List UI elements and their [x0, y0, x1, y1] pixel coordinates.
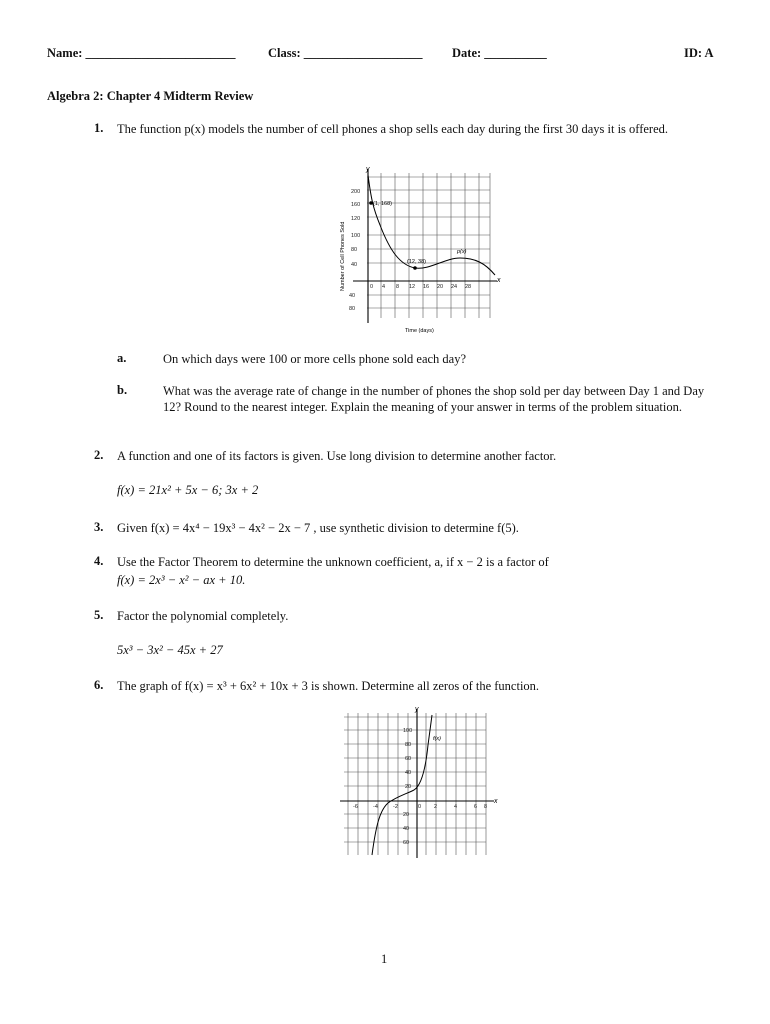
graph1-y-tick: 160: [351, 202, 361, 208]
graph2-y-tick: 40: [405, 770, 412, 776]
graph1-x-tick: 28: [465, 284, 472, 290]
graph2-y-tick: 80: [405, 742, 412, 748]
graph2-x-tick-labels: [353, 804, 487, 810]
graph1-y-axis-letter: y: [366, 166, 370, 173]
graph1-x-tick: 20: [437, 284, 444, 290]
graph-cell-phones: [335, 163, 505, 335]
graph1-y-tick-labels: [349, 189, 360, 312]
graph1-y-tick: 40: [351, 262, 358, 268]
q2-number: 2.: [94, 448, 104, 462]
q2-text: A function and one of its factors is given. Use long division to determine another factor.: [117, 449, 557, 463]
document-title: Algebra 2: Chapter 4 Midterm Review: [47, 89, 254, 103]
graph2-y-tick: 60: [405, 756, 412, 762]
graph2-x-tick: -6: [353, 804, 358, 810]
graph2-x-tick: -4: [373, 804, 378, 810]
q1a-label: a.: [117, 351, 127, 365]
graph1-y-tick: 80: [351, 247, 358, 253]
graph2-y-tick: 60: [403, 840, 410, 846]
graph-cubic-function: [336, 705, 502, 860]
graph2-y-tick: 20: [405, 784, 412, 790]
graph2-y-axis-letter: y: [415, 706, 419, 713]
graph2-x-tick: -2: [393, 804, 398, 810]
graph2-curve-label: f(x): [433, 736, 441, 742]
graph1-y-tick: 100: [351, 233, 361, 239]
q4-number: 4.: [94, 554, 104, 568]
graph2-curve: [372, 715, 432, 855]
class-field-label: Class: ___________________: [268, 46, 423, 60]
graph1-y-axis-label: Number of Cell Phones Sold: [340, 221, 346, 291]
graph1-y-tick: 120: [351, 216, 361, 222]
graph2-x-tick: 2: [434, 804, 438, 810]
q5-expression: 5x³ − 3x² − 45x + 27: [117, 643, 223, 657]
q5-number: 5.: [94, 608, 104, 622]
graph1-point-2: [413, 266, 417, 270]
graph1-x-tick: 0: [370, 284, 374, 290]
q1b-text: What was the average rate of change in the number of phones the shop sold per day between Day 1 and Day 12? Round to the nearest integer. Explain the meaning of your answer in terms of the problem situation.: [163, 384, 705, 414]
graph2-x-axis-letter: x: [494, 798, 498, 805]
graph2-y-tick: 100: [403, 728, 413, 734]
graph1-grid: [367, 173, 490, 318]
q6-number: 6.: [94, 678, 104, 692]
q1a-text: On which days were 100 or more cells phone sold each day?: [163, 352, 467, 366]
graph1-x-axis-letter: x: [497, 277, 501, 284]
graph2-x-tick: 6: [474, 804, 478, 810]
graph1-point2-label: (12, 38): [407, 259, 426, 265]
date-field-label: Date: __________: [452, 46, 547, 60]
q4-expression: f(x) = 2x³ − x² − ax + 10.: [117, 573, 246, 587]
q1-text: The function p(x) models the number of cell phones a shop sells each day during the first 30 days it is offered.: [117, 122, 669, 136]
graph1-curve-label: p(x): [457, 249, 467, 255]
name-field-label: Name: ________________________: [47, 46, 236, 60]
graph1-x-tick: 8: [396, 284, 400, 290]
graph1-x-tick: 12: [409, 284, 416, 290]
q1-number: 1.: [94, 121, 104, 135]
graph1-x-axis-label: Time (days): [405, 328, 434, 334]
graph2-y-tick: 20: [403, 812, 410, 818]
graph1-point1-label: (1, 168): [373, 201, 392, 207]
graph2-x-tick: 8: [484, 804, 488, 810]
q5-text: Factor the polynomial completely.: [117, 609, 289, 623]
q4-line1: Use the Factor Theorem to determine the unknown coefficient, a, if x − 2 is a factor of: [117, 555, 549, 569]
graph2-y-tick: 40: [403, 826, 410, 832]
q6-text: The graph of f(x) = x³ + 6x² + 10x + 3 is shown. Determine all zeros of the function.: [117, 679, 540, 693]
graph1-x-tick: 16: [423, 284, 430, 290]
graph1-y-tick: 40: [349, 293, 356, 299]
page-number: 1: [381, 952, 388, 966]
q1b-label: b.: [117, 383, 128, 397]
graph2-x-tick: 0: [418, 804, 422, 810]
graph1-x-tick: 4: [382, 284, 386, 290]
id-label: ID: A: [684, 46, 714, 60]
graph1-x-tick: 24: [451, 284, 458, 290]
q3-text: Given f(x) = 4x⁴ − 19x³ − 4x² − 2x − 7 , use synthetic division to determine f(5).: [117, 521, 519, 535]
graph1-x-tick-labels: [370, 284, 471, 290]
graph2-x-tick: 4: [454, 804, 458, 810]
graph1-y-tick: 80: [349, 306, 356, 312]
q2-expression: f(x) = 21x² + 5x − 6; 3x + 2: [117, 483, 259, 497]
graph2-grid: [344, 713, 486, 855]
q3-number: 3.: [94, 520, 104, 534]
graph1-y-tick: 200: [351, 189, 361, 195]
